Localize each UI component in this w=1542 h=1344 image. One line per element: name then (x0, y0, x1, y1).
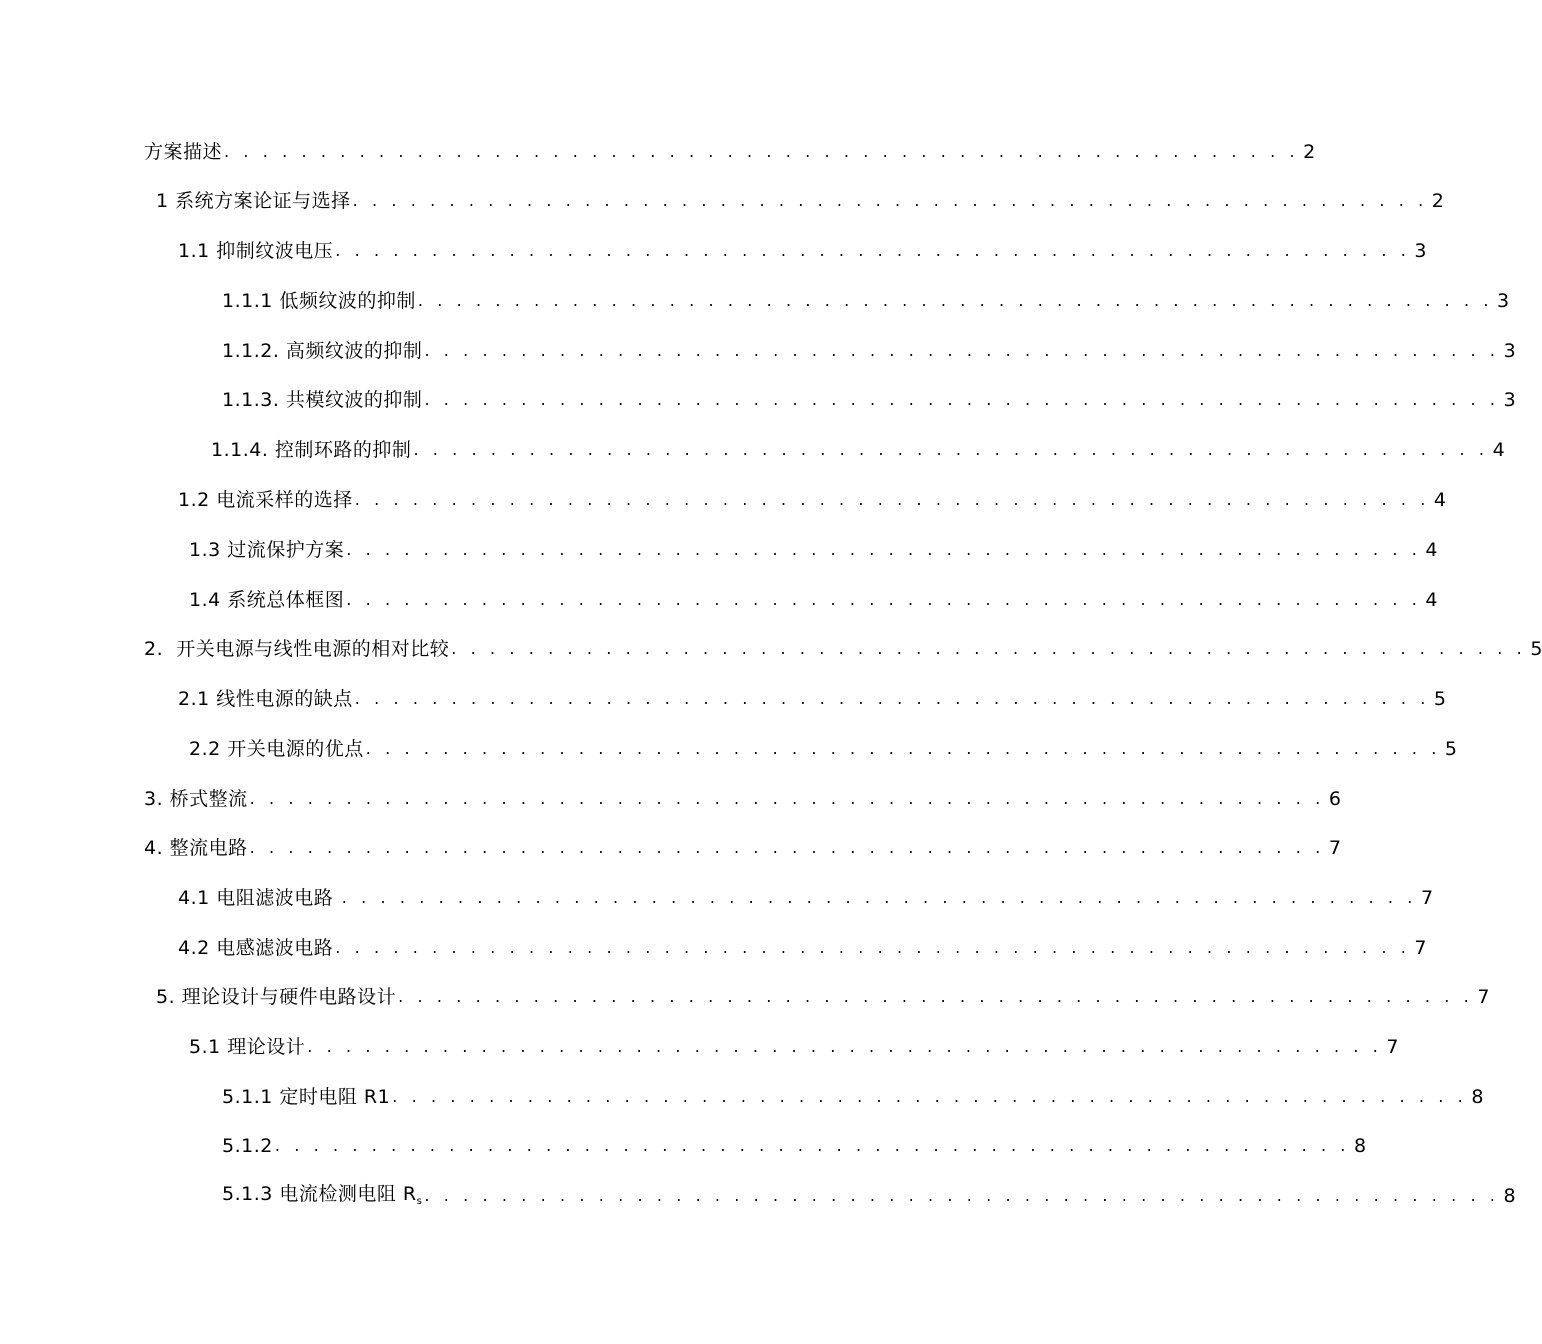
toc-entry (189, 734, 1457, 764)
toc-leader-dots: . . . . . . . . . . . . . . . . . . . . . . . . . . . . . . . . . . . . . . . . . . . . . . . . . . . . . . . . (224, 142, 1300, 161)
toc-entry (178, 684, 1446, 714)
toc-entry-label: 1.3 过流保护方案 (189, 539, 345, 561)
toc-entry-label: 1.1.3. 共模纹波的抑制 (222, 389, 423, 411)
toc-leader-dots: . . . . . . . . . . . . . . . . . . . . . . . . . . . . . . . . . . . . . . . . . . . . . . . . . . . . . . . . (335, 938, 1411, 957)
toc-entry-page: 2 (1431, 190, 1444, 212)
toc-entry (222, 286, 1510, 316)
toc-entry (178, 933, 1427, 963)
toc-entry-label: 5.1.2 (222, 1135, 273, 1157)
toc-entry-label: 4.2 电感滤波电路 (178, 937, 334, 959)
toc-entry-page: 4 (1492, 439, 1505, 461)
toc-entry-label: 方案描述 (144, 141, 223, 163)
toc-entry (156, 186, 1444, 216)
toc-leader-dots: . . . . . . . . . . . . . . . . . . . . . . . . . . . . . . . . . . . . . . . . . . . . . . . . . . . . . . . . (354, 490, 1430, 509)
toc-entry-label: 2.1 线性电源的缺点 (178, 688, 353, 710)
toc-entry-page: 3 (1414, 240, 1427, 262)
toc-entry (144, 137, 1316, 167)
toc-entry-page: 6 (1328, 788, 1341, 810)
toc-entry-page: 5 (1433, 688, 1446, 710)
toc-leader-dots: . . . . . . . . . . . . . . . . . . . . . . . . . . . . . . . . . . . . . . . . . . . . . . . . . . . . . . . . (249, 838, 1325, 857)
toc-leader-dots: . . . . . . . . . . . . . . . . . . . . . . . . . . . . . . . . . . . . . . . . . . . . . . . . . . . . . . . . (424, 341, 1500, 360)
toc-entry-label: 1.2 电流采样的选择 (178, 489, 353, 511)
toc-leader-dots: . . . . . . . . . . . . . . . . . . . . . . . . . . . . . . . . . . . . . . . . . . . . . . . . . . . . . . . . (413, 440, 1489, 459)
toc-entry-label: 1.1 抑制纹波电压 (178, 240, 334, 262)
toc-entry-page: 7 (1420, 887, 1434, 909)
toc-entry (222, 336, 1516, 366)
toc-entry (144, 833, 1341, 863)
toc-entry-page: 4 (1425, 539, 1438, 561)
toc-leader-dots: . . . . . . . . . . . . . . . . . . . . . . . . . . . . . . . . . . . . . . . . . . . . . . . . . . . . . . . . (424, 390, 1500, 409)
toc-leader-dots: . . . . . . . . . . . . . . . . . . . . . . . . . . . . . . . . . . . . . . . . . . . . . . . . . . . . . . . . (346, 590, 1422, 609)
toc-leader-dots: . . . . . . . . . . . . . . . . . . . . . . . . . . . . . . . . . . . . . . . . . . . . . . . . . . . . . . . . (249, 789, 1325, 808)
toc-entry (178, 485, 1446, 515)
toc-entry (222, 1082, 1484, 1112)
toc-entry (189, 585, 1438, 615)
toc-entry (211, 435, 1505, 465)
toc-entry-page: 7 (1386, 1036, 1399, 1058)
toc-entry-page: 5 (1444, 738, 1457, 760)
toc-entry-label-wrap (222, 1179, 422, 1213)
toc-entry-page: 8 (1503, 1185, 1516, 1207)
toc-leader-dots: . . . . . . . . . . . . . . . . . . . . . . . . . . . . . . . . . . . . . . . . . . . . . . . . . . . . . . . . (354, 689, 1430, 708)
toc-entry (222, 1181, 1516, 1211)
toc-entry-page: 5 (1530, 638, 1542, 660)
toc-entry (189, 1032, 1399, 1062)
toc-entry-page: 4 (1425, 589, 1438, 611)
toc-entry-label: 2. 开关电源与线性电源的相对比较 (144, 638, 450, 660)
toc-entry (189, 535, 1438, 565)
toc-entry (222, 1131, 1367, 1161)
toc-leader-dots: . . . . . . . . . . . . . . . . . . . . . . . . . . . . . . . . . . . . . . . . . . . . . . . . . . . . . . . . (341, 888, 1417, 907)
toc-entry-page: 7 (1414, 937, 1427, 959)
toc-entry (178, 883, 1434, 913)
toc-entry (144, 784, 1341, 814)
toc-entry (178, 236, 1427, 266)
toc-entry-page: 4 (1433, 489, 1446, 511)
toc-entry-page: 7 (1328, 837, 1341, 859)
toc-entry-label: 1.1.4. 控制环路的抑制 (211, 439, 412, 461)
toc-leader-dots: . . . . . . . . . . . . . . . . . . . . . . . . . . . . . . . . . . . . . . . . . . . . . . . . . . . . . . . . (307, 1037, 1383, 1056)
toc-entry-label: 4.1 电阻滤波电路 (178, 887, 340, 909)
toc-entry-page: 8 (1354, 1135, 1367, 1157)
toc-entry-page: 3 (1503, 389, 1516, 411)
toc-entry (156, 982, 1490, 1012)
toc-entry-label: 1 系统方案论证与选择 (156, 190, 351, 212)
toc-leader-dots: . . . . . . . . . . . . . . . . . . . . . . . . . . . . . . . . . . . . . . . . . . . . . . . . . . . . . . . . (392, 1087, 1468, 1106)
toc-entry-label: 4. 整流电路 (144, 837, 248, 859)
toc-leader-dots: . . . . . . . . . . . . . . . . . . . . . . . . . . . . . . . . . . . . . . . . . . . . . . . . . . . . . . . . (274, 1136, 1350, 1155)
toc-entry (144, 634, 1542, 664)
toc-leader-dots: . . . . . . . . . . . . . . . . . . . . . . . . . . . . . . . . . . . . . . . . . . . . . . . . . . . . . . . . (365, 739, 1441, 758)
toc-entry-label: 1.1.1 低频纹波的抑制 (222, 290, 416, 312)
toc-entry-page: 8 (1471, 1086, 1484, 1108)
toc-entry-label: 1.4 系统总体框图 (189, 589, 345, 611)
toc-entry-label: 5.1.3 电流检测电阻 R (222, 1183, 417, 1205)
toc-leader-dots: . . . . . . . . . . . . . . . . . . . . . . . . . . . . . . . . . . . . . . . . . . . . . . . . . . . . . . . . (346, 540, 1422, 559)
toc-leader-dots: . . . . . . . . . . . . . . . . . . . . . . . . . . . . . . . . . . . . . . . . . . . . . . . . . . . . . . . . (335, 241, 1411, 260)
toc-entry-label: 5.1.1 定时电阻 R1 (222, 1086, 391, 1108)
toc-entry-label: 5.1 理论设计 (189, 1036, 306, 1058)
toc-leader-dots: . . . . . . . . . . . . . . . . . . . . . . . . . . . . . . . . . . . . . . . . . . . . . . . . . . . . . . . . (451, 639, 1527, 658)
toc-entry-label: 2.2 开关电源的优点 (189, 738, 364, 760)
toc-entry-page: 3 (1503, 340, 1516, 362)
toc-entry-label: 1.1.2. 高频纹波的抑制 (222, 340, 423, 362)
toc-leader-dots: . . . . . . . . . . . . . . . . . . . . . . . . . . . . . . . . . . . . . . . . . . . . . . . . . . . . . . . . (398, 987, 1474, 1006)
toc-leader-dots: . . . . . . . . . . . . . . . . . . . . . . . . . . . . . . . . . . . . . . . . . . . . . . . . . . . . . . . . (424, 1186, 1500, 1205)
toc-entry-page: 3 (1497, 290, 1510, 312)
toc-entry-label: 5. 理论设计与硬件电路设计 (156, 986, 397, 1008)
toc-leader-dots: . . . . . . . . . . . . . . . . . . . . . . . . . . . . . . . . . . . . . . . . . . . . . . . . . . . . . . . . (352, 191, 1428, 210)
toc-entry-label-subscript: s (416, 1196, 423, 1207)
toc-leader-dots: . . . . . . . . . . . . . . . . . . . . . . . . . . . . . . . . . . . . . . . . . . . . . . . . . . . . . . . . (417, 291, 1494, 310)
toc-entry (222, 385, 1516, 415)
toc-entry-label: 3. 桥式整流 (144, 788, 248, 810)
toc-entry-page: 7 (1477, 986, 1490, 1008)
toc-entry-page: 2 (1303, 141, 1316, 163)
